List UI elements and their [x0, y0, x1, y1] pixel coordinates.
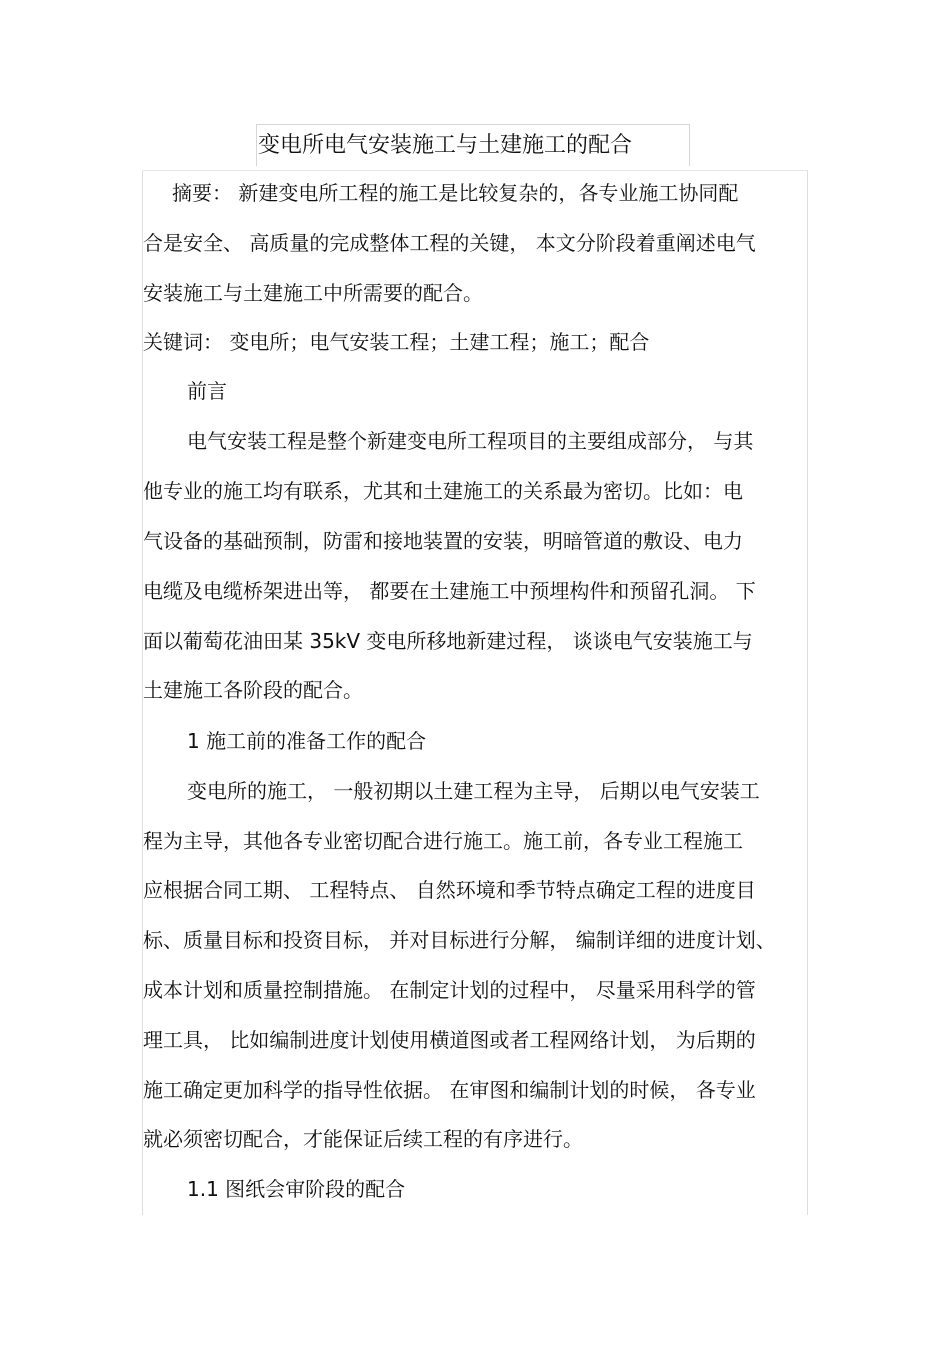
body-line: 标、质量目标和投资目标， 并对目标进行分解， 编制详细的进度计划、	[143, 928, 776, 952]
body-line: 面以葡萄花油田某 35kV 变电所移地新建过程， 谈谈电气安装施工与	[143, 629, 753, 653]
body-line: 土建施工各阶段的配合。	[143, 678, 363, 702]
body-line: 电缆及电缆桥架进出等， 都要在土建施工中预埋构件和预留孔洞。 下	[143, 579, 756, 603]
body-line: 他专业的施工均有联系，尤其和土建施工的关系最为密切。比如：电	[143, 479, 743, 503]
document-title: 变电所电气安装施工与土建施工的配合	[258, 133, 633, 158]
abstract-line-1: 摘要： 新建变电所工程的施工是比较复杂的，各专业施工协同配	[172, 181, 739, 205]
body-line: 施工确定更加科学的指导性依据。 在审图和编制计划的时候， 各专业	[143, 1078, 756, 1102]
keywords-line: 关键词： 变电所；电气安装工程；土建工程；施工；配合	[143, 330, 650, 354]
section-heading-preface: 前言	[187, 379, 227, 403]
body-line: 就必须密切配合，才能保证后续工程的有序进行。	[143, 1127, 583, 1151]
body-line: 应根据合同工期、 工程特点、 自然环境和季节特点确定工程的进度目	[143, 878, 756, 902]
body-line: 气设备的基础预制，防雷和接地装置的安装，明暗管道的敷设、电力	[143, 529, 743, 553]
section-heading-1: 1 施工前的准备工作的配合	[187, 729, 427, 753]
abstract-line-3: 安装施工与土建施工中所需要的配合。	[143, 281, 483, 305]
body-line: 电气安装工程是整个新建变电所工程项目的主要组成部分， 与其	[187, 429, 754, 453]
body-line: 程为主导，其他各专业密切配合进行施工。施工前，各专业工程施工	[143, 829, 743, 853]
abstract-line-2: 合是安全、 高质量的完成整体工程的关键， 本文分阶段着重阐述电气	[143, 231, 756, 255]
section-heading-1-1: 1.1 图纸会审阶段的配合	[187, 1177, 406, 1201]
body-line: 理工具， 比如编制进度计划使用横道图或者工程网络计划， 为后期的	[143, 1028, 756, 1052]
body-line: 变电所的施工， 一般初期以土建工程为主导， 后期以电气安装工	[187, 779, 760, 803]
body-line: 成本计划和质量控制措施。 在制定计划的过程中， 尽量采用科学的管	[143, 978, 756, 1002]
